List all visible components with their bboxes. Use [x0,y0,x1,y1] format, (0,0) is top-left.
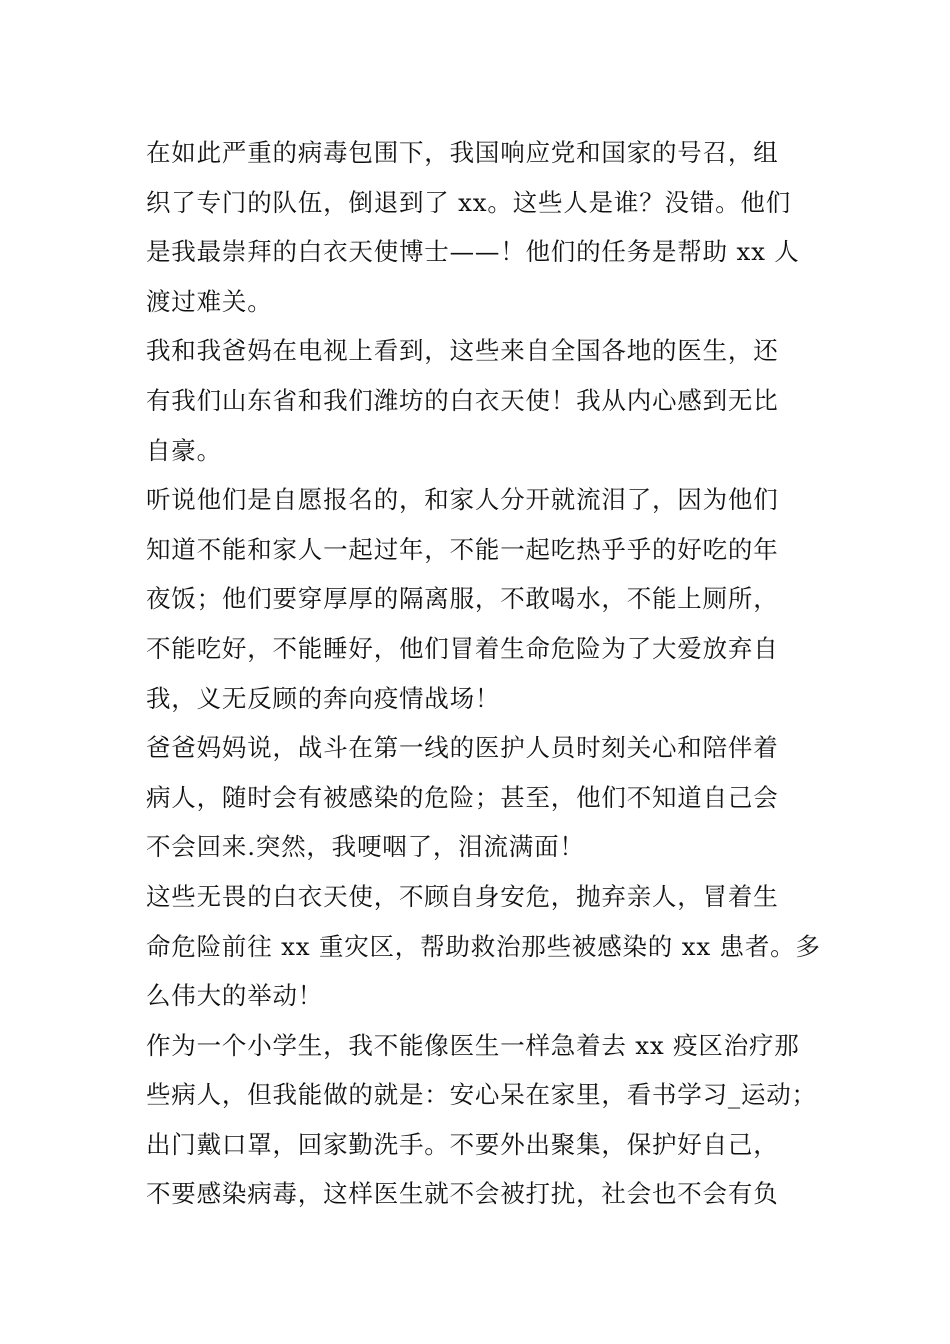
text-line: 这些无畏的白衣天使，不顾自身安危，抛弃亲人，冒着生 [146,881,779,911]
text-line: 作为一个小学生，我不能像医生一样急着去 xx 疫区治疗那 [146,1030,800,1060]
text-line: 爸爸妈妈说，战斗在第一线的医护人员时刻关心和陪伴着 [146,733,779,763]
text-line: 有我们山东省和我们潍坊的白衣天使！我从内心感到无比 [146,385,779,415]
text-line: 不会回来.突然，我哽咽了，泪流满面！ [146,832,585,862]
text-line: 在如此严重的病毒包围下，我国响应党和国家的号召，组 [146,138,779,167]
text-line: 么伟大的举动！ [146,981,324,1011]
text-line: 织了专门的队伍，倒退到了 xx。这些人是谁？没错。他们 [146,187,792,217]
text-line: 病人，随时会有被感染的危险；甚至，他们不知道自己会 [146,782,779,812]
text-line: 渡过难关。 [146,286,273,316]
text-line: 我，义无反顾的奔向疫情战场！ [146,683,501,713]
text-line: 命危险前往 xx 重灾区，帮助救治那些被感染的 xx 患者。多 [146,931,821,961]
text-line: 知道不能和家人一起过年，不能一起吃热乎乎的好吃的年 [146,534,779,564]
text-line: 出门戴口罩，回家勤洗手。不要外出聚集，保护好自己， [146,1129,779,1159]
text-line: 夜饭；他们要穿厚厚的隔离服，不敢喝水，不能上厕所， [146,584,779,614]
text-line: 我和我爸妈在电视上看到，这些来自全国各地的医生，还 [146,336,779,366]
text-line: 是我最崇拜的白衣天使博士——！他们的任务是帮助 xx 人 [146,237,800,267]
document-body [146,128,821,1219]
text-line: 不要感染病毒，这样医生就不会被打扰，社会也不会有负 [146,1179,779,1209]
text-line: 不能吃好，不能睡好，他们冒着生命危险为了大爱放弃自 [146,633,779,663]
text-line: 听说他们是自愿报名的，和家人分开就流泪了，因为他们 [146,485,779,515]
text-line: 自豪。 [146,435,222,465]
text-line: 些病人，但我能做的就是：安心呆在家里，看书学习_运动； [146,1080,817,1110]
